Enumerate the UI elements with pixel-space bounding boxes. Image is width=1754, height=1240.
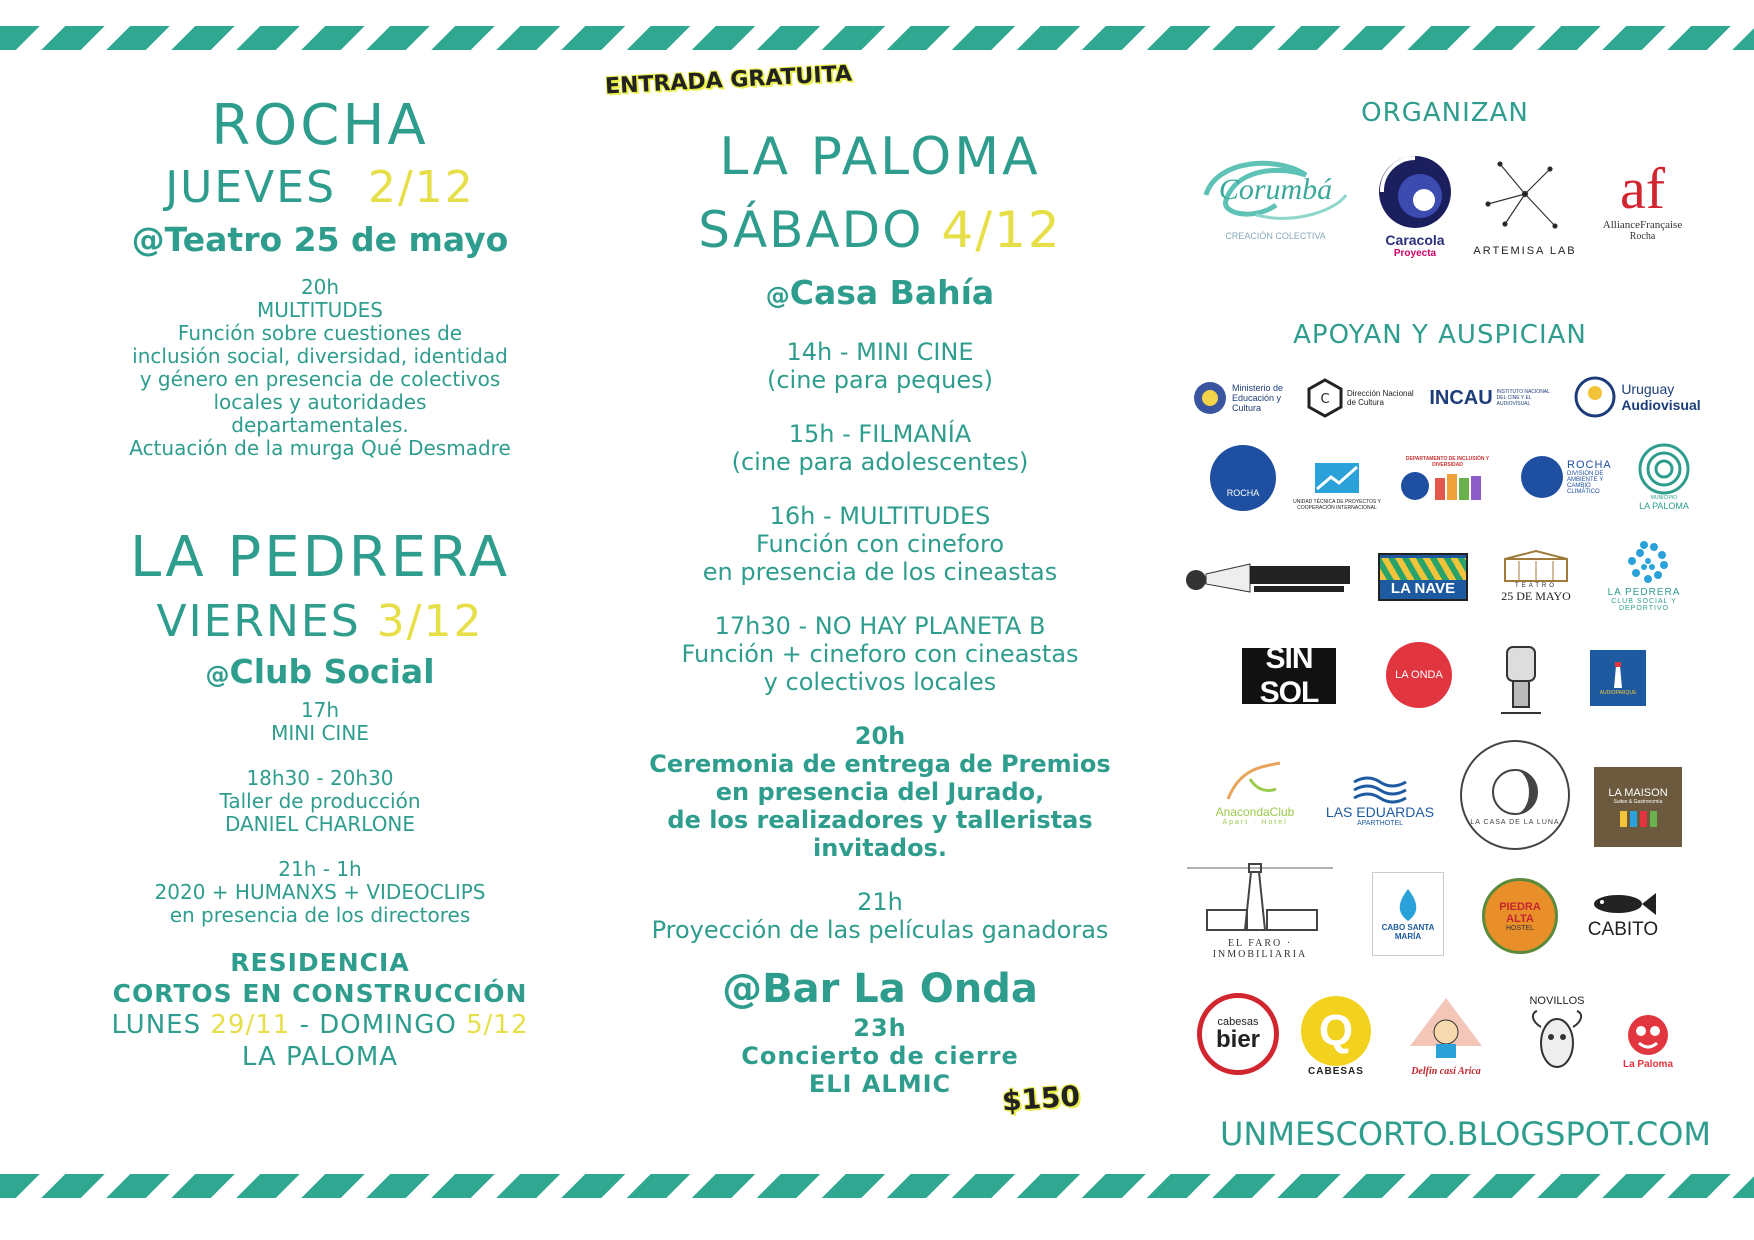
hexagon-icon — [1307, 378, 1343, 418]
ambiente-logo — [1520, 448, 1620, 506]
dates-sep: - DOMINGO — [299, 1010, 457, 1040]
ceremonia-line: de los realizadores y talleristas invitados. — [667, 806, 1093, 862]
cabesas-bier-name: bier — [1215, 1026, 1260, 1053]
anaconda-logo — [1205, 752, 1305, 832]
uy-av-line1: Uruguay — [1621, 381, 1675, 397]
delfin-name: Delfin casi Arica — [1411, 1065, 1481, 1077]
maison-bars — [1620, 811, 1657, 827]
ambiente-sub: DIVISIÓN DE AMBIENTE Y CAMBIO CLIMÁTICO — [1567, 471, 1604, 495]
cabesas-name: CABESAS — [1308, 1065, 1364, 1077]
pedrera-venue — [100, 650, 540, 697]
paloma-block — [620, 502, 1140, 586]
delfin-logo — [1400, 985, 1492, 1085]
constellation-icon — [1480, 154, 1570, 239]
organizan-heading: ORGANIZAN — [1361, 98, 1529, 128]
dates-start: 29/11 — [210, 1010, 291, 1040]
artemisa-name: ARTEMISA LAB — [1473, 244, 1577, 257]
rocha-line: 20h — [300, 275, 340, 299]
municipio-name: LA PALOMA — [1639, 501, 1689, 511]
svg-text:C: C — [1320, 392, 1330, 407]
rocha-line: Función sobre cuestiones de — [177, 321, 463, 345]
dates-lunes: LUNES — [111, 1010, 202, 1040]
paloma-line: 15h - FILMANÍA — [788, 420, 972, 448]
pedrera-club-name: LA PEDRERA — [1607, 586, 1681, 598]
anaconda-sub: Apart · Hotel — [1222, 818, 1288, 826]
la-paloma-mascot-logo — [1618, 1005, 1678, 1073]
caracola-name: Caracola — [1385, 231, 1445, 248]
rocha-description — [100, 276, 540, 460]
proyeccion-line: 21h — [857, 888, 903, 916]
bird-icon — [1220, 759, 1290, 805]
cierre-line: ELI ALMIC — [808, 1070, 952, 1098]
piedra-sub: HOSTEL — [1505, 924, 1534, 932]
sin-sol-name: SIN SOL — [1259, 642, 1319, 709]
cabito-logo — [1580, 880, 1666, 950]
rocha-line: inclusión social, diversidad, identidad — [132, 344, 508, 368]
depto-name: DEPARTAMENTO DE INCLUSIÓN Y DIVERSIDAD — [1405, 455, 1490, 468]
shield-icon — [1192, 376, 1228, 420]
lighthouse-icon — [1608, 660, 1628, 690]
audioparque-name: AUDIOPARQUE — [1599, 690, 1637, 696]
dates-end: 5/12 — [466, 1010, 529, 1040]
ceremonia-line: Ceremonia de entrega de Premios — [649, 750, 1111, 778]
dots-swirl-icon — [1614, 537, 1674, 587]
cierre-line: Concierto de cierre — [741, 1042, 1019, 1070]
paloma-day — [620, 199, 1140, 261]
paloma-block — [620, 338, 1140, 394]
cabito-name: CABITO — [1587, 919, 1659, 940]
la-nave-rays — [1380, 558, 1466, 580]
af-city: Rocha — [1629, 230, 1656, 242]
paloma-line: en presencia de los cineastas — [702, 558, 1058, 586]
residencia-line: CORTOS EN CONSTRUCCIÓN — [112, 979, 528, 1008]
proyeccion-block — [620, 888, 1140, 944]
corumba-sub: CREACIÓN COLECTIVA — [1225, 230, 1326, 241]
municipio-la-paloma-logo — [1628, 440, 1700, 514]
incau-logo — [1428, 378, 1558, 418]
pedrera-line: DANIEL CHARLONE — [224, 812, 416, 836]
bottom-stripe-border — [0, 1174, 1754, 1198]
uruguay-audiovisual-text — [1621, 381, 1700, 413]
pedrera-venue-name: Club Social — [229, 652, 435, 691]
venue-at-sign: @ — [205, 661, 230, 689]
faro-name: EL FARO · INMOBILIARIA — [1212, 938, 1308, 960]
la-maison-logo — [1594, 767, 1682, 847]
corumba-name: Corumbá — [1218, 172, 1333, 206]
paloma-logo-name: La Paloma — [1622, 1058, 1674, 1070]
incau-name: INCAU — [1429, 386, 1493, 409]
residencia-dates — [100, 1009, 540, 1041]
audioparque-logo — [1590, 650, 1646, 706]
paloma-line: 14h - MINI CINE — [786, 338, 974, 366]
paloma-line: (cine para peques) — [766, 366, 994, 394]
corumba-logo — [1188, 140, 1363, 255]
rocha-line: locales y autoridades — [213, 390, 427, 414]
la-onda-name: LA ONDA — [1395, 669, 1443, 681]
rocha-city-title: ROCHA — [211, 93, 429, 158]
ambiente-title: ROCHA — [1567, 459, 1612, 471]
casa-de-la-luna-logo — [1460, 740, 1570, 850]
character-icon — [1406, 994, 1486, 1066]
rocha-line: Actuación de la murga Qué Desmadre — [129, 436, 511, 460]
rocha-line: departamentales. — [231, 413, 409, 437]
theater-building-icon — [1501, 549, 1571, 583]
cierre-line: 23h — [853, 1014, 907, 1042]
bull-skull-icon — [1527, 1007, 1587, 1077]
pedrera-block-2 — [100, 767, 540, 836]
uruguay-audiovisual-logo — [1562, 370, 1712, 424]
rocha-intendencia-logo — [1210, 445, 1276, 511]
venue-at-sign: @ — [765, 282, 790, 310]
paloma-day-date: 4/12 — [941, 201, 1062, 259]
piedra-name: PIEDRA ALTA — [1499, 900, 1541, 925]
cabo-santa-maria-logo — [1372, 872, 1444, 956]
pedrera-day-date: 3/12 — [376, 596, 484, 647]
inclusion-diversidad-logo — [1395, 452, 1500, 507]
paloma-city-title: LA PALOMA — [719, 127, 1041, 187]
cabesas-logo — [1296, 990, 1376, 1082]
af-name: AllianceFrançaise — [1602, 218, 1683, 231]
paloma-day-name: SÁBADO — [698, 201, 924, 259]
casa-luna-name: LA CASA DE LA LUNA — [1470, 818, 1560, 826]
paloma-line: Función con cineforo — [755, 530, 1004, 558]
eduardas-sub: APARTHOTEL — [1356, 819, 1404, 827]
pedrera-line: Taller de producción — [219, 789, 421, 813]
top-stripe-border — [0, 26, 1754, 50]
q-mark-icon: Q — [1301, 996, 1371, 1066]
projector-icon — [1180, 560, 1355, 596]
las-eduardas-logo — [1325, 765, 1435, 835]
fish-icon — [1588, 889, 1658, 919]
el-faro-inmobiliaria-logo — [1185, 860, 1335, 960]
waves-icon — [1350, 774, 1410, 804]
sin-sol-logo — [1242, 642, 1336, 709]
cabo-name: CABO SANTA MARÍA — [1381, 923, 1435, 941]
paloma-line: y colectivos locales — [763, 668, 997, 696]
paloma-venue — [620, 271, 1140, 318]
residencia-place: LA PALOMA — [241, 1042, 399, 1072]
price-badge: $150 — [1000, 1079, 1081, 1118]
cabesas-bier-top: cabesas — [1217, 1016, 1259, 1028]
pedrera-line: MINI CINE — [271, 721, 369, 745]
proyeccion-line: Proyección de las películas ganadoras — [651, 916, 1109, 944]
la-pedrera-club-logo — [1598, 530, 1690, 618]
caracola-sub: Proyecta — [1393, 247, 1437, 259]
residencia-line: RESIDENCIA — [230, 948, 410, 977]
mascot-icon — [1621, 1009, 1675, 1059]
la-nave-logo — [1378, 553, 1468, 601]
crescent-moon-icon — [1488, 765, 1542, 819]
pedrera-line: 21h - 1h — [278, 857, 362, 881]
residencia-title — [100, 947, 540, 1009]
pedrera-line: 17h — [300, 698, 340, 722]
utp-logo — [1282, 452, 1392, 518]
dnc-name: Dirección Nacional de Cultura — [1347, 389, 1414, 407]
mec-name: Ministerio de Educación y Cultura — [1232, 383, 1284, 413]
spiral-icon — [1636, 443, 1692, 495]
artemisa-logo — [1470, 150, 1580, 260]
pedrera-line: en presencia de los directores — [169, 903, 471, 927]
dnc-logo — [1305, 372, 1425, 424]
rocha-venue: @Teatro 25 de mayo — [131, 220, 509, 259]
shell-icon — [1376, 152, 1454, 232]
cabesas-bier-logo — [1197, 993, 1279, 1075]
free-entry-badge: ENTRADA GRATUITA — [604, 61, 853, 100]
rocha-int-name: ROCHA — [1226, 488, 1260, 498]
cine-club-logo — [1180, 560, 1355, 596]
incau-sub: INSTITUTO NACIONAL DEL CINE Y EL AUDIOVISUAL — [1496, 389, 1550, 407]
fist-icon — [1493, 637, 1549, 717]
rocha-day-name: JUEVES — [165, 162, 336, 213]
alliance-francaise-logo — [1595, 145, 1690, 255]
pedrera-day — [100, 596, 540, 648]
drop-icon — [1393, 887, 1423, 923]
teatro-name: 25 DE MAYO — [1501, 588, 1571, 603]
la-paloma-column — [620, 125, 1140, 1098]
sun-icon — [1573, 375, 1617, 419]
teatro-sub: TEATRO — [1515, 582, 1557, 589]
apoyan-heading: APOYAN Y AUSPICIAN — [1293, 320, 1587, 350]
chart-arrow-icon — [1309, 459, 1365, 499]
la-nave-name: LA NAVE — [1390, 579, 1456, 597]
mec-logo — [1190, 372, 1300, 424]
utp-name: UNIDAD TÉCNICA DE PROYECTOS Y COOPERACIÓN INTERNACIONAL — [1293, 499, 1381, 511]
novillos-name: NOVILLOS — [1529, 995, 1585, 1007]
pedrera-line: 18h30 - 20h30 — [246, 766, 394, 790]
blog-url[interactable]: UNMESCORTO.BLOGSPOT.COM — [1220, 1115, 1712, 1153]
rocha-day — [100, 162, 540, 214]
hands-icon — [1399, 468, 1497, 504]
paloma-line: Función + cineforo con cineastas — [681, 640, 1079, 668]
pedrera-club-sub: CLUB SOCIAL Y DEPORTIVO — [1611, 597, 1677, 612]
uy-av-line2: Audiovisual — [1621, 397, 1701, 413]
ceremonia-block — [620, 722, 1140, 862]
paloma-block — [620, 612, 1140, 696]
paloma-line: (cine para adolescentes) — [731, 448, 1029, 476]
caracola-logo — [1372, 145, 1458, 265]
eduardas-name: LAS EDUARDAS — [1325, 803, 1435, 820]
memoria-fist-logo — [1490, 635, 1552, 719]
ceremonia-line: en presencia del Jurado, — [715, 778, 1045, 806]
bar-venue: @Bar La Onda — [722, 966, 1038, 1012]
anaconda-name: AnacondaClub — [1215, 804, 1295, 819]
rocha-line: y género en presencia de colectivos — [139, 367, 501, 391]
af-mark: af — [1619, 155, 1666, 221]
piedra-alta-hostel-logo — [1482, 878, 1558, 954]
lighthouse-drawing-icon — [1187, 860, 1333, 938]
maison-name: LA MAISON — [1608, 787, 1668, 799]
rocha-line: MULTITUDES — [257, 298, 383, 322]
novillos-logo — [1518, 990, 1596, 1082]
teatro-25-de-mayo-logo — [1496, 545, 1576, 607]
pedrera-city-title: LA PEDRERA — [129, 525, 511, 590]
ambiente-text — [1567, 459, 1619, 495]
paloma-line: 17h30 - NO HAY PLANETA B — [714, 612, 1046, 640]
ceremonia-line: 20h — [854, 722, 906, 750]
ambiente-seal — [1521, 456, 1563, 498]
rocha-day-date: 2/12 — [367, 162, 475, 213]
pedrera-block-1 — [100, 699, 540, 745]
paloma-venue-name: Casa Bahía — [789, 273, 995, 312]
pedrera-block-3 — [100, 858, 540, 927]
pedrera-day-name: VIERNES — [156, 596, 361, 647]
rocha-pedrera-column — [100, 80, 540, 1073]
paloma-block — [620, 420, 1140, 476]
la-onda-logo — [1386, 642, 1452, 708]
pedrera-line: 2020 + HUMANXS + VIDEOCLIPS — [154, 880, 486, 904]
maison-sub: Suites & Gastronomía — [1613, 799, 1663, 805]
paloma-line: 16h - MULTITUDES — [769, 502, 991, 530]
municipio-top: MUNICIPIO — [1650, 495, 1678, 501]
